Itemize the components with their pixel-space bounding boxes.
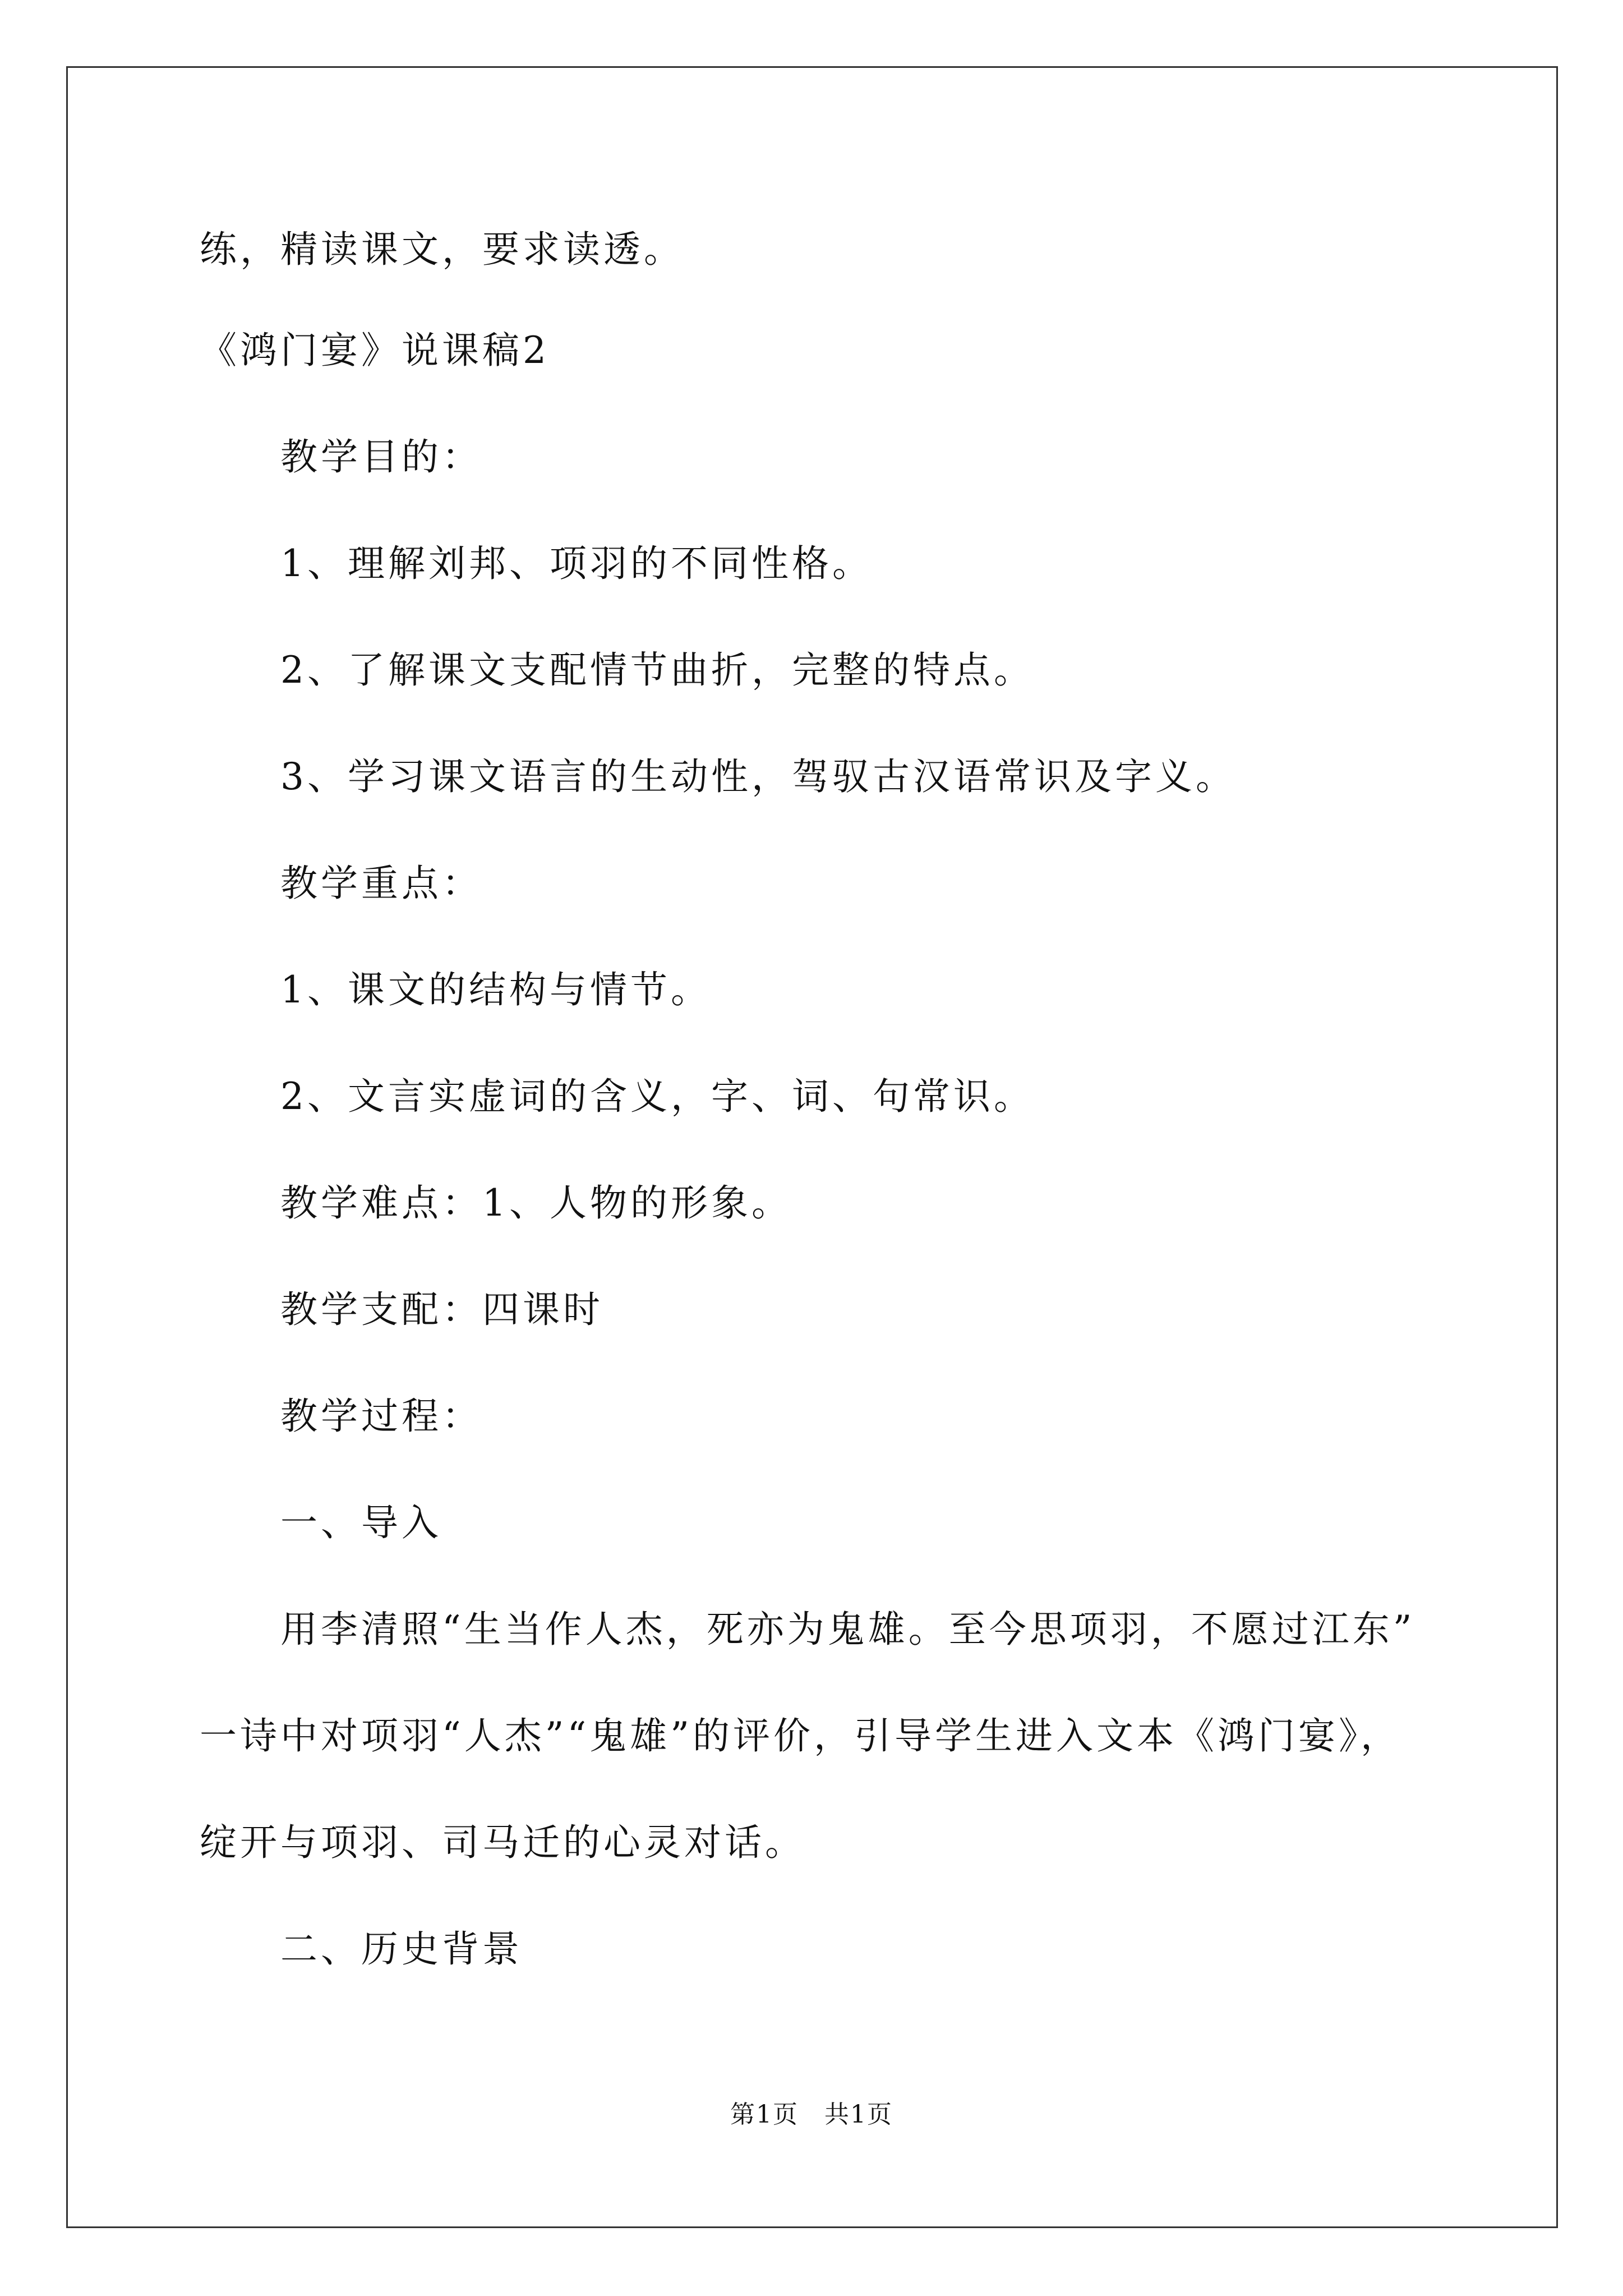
text-line: 3、学习课文语言的生动性，驾驭古汉语常识及字义。 [280, 755, 1236, 798]
text-line: 二、历史背景 [280, 1927, 523, 1971]
text-line: 教学难点：1、人物的形象。 [280, 1181, 792, 1225]
text-line: 一诗中对项羽“人杰”“鬼雄”的评价，引导学生进入文本《鸿门宴》， [200, 1714, 1401, 1757]
text-line: 一、导入 [280, 1501, 442, 1544]
text-line: 练，精读课文，要求读透。 [200, 228, 684, 271]
text-line: 2、了解课文支配情节曲折，完整的特点。 [280, 648, 1034, 692]
text-line: 用李清照“生当作人杰，死亦为鬼雄。至今思项羽，不愿过江东” [280, 1608, 1415, 1651]
text-line: 教学支配：四课时 [280, 1288, 603, 1331]
text-line: 1、理解刘邦、项羽的不同性格。 [280, 542, 873, 585]
text-line: 教学目的： [280, 435, 482, 478]
text-line: 教学重点： [280, 862, 482, 905]
section-title: 《鸿门宴》说课稿2 [200, 329, 550, 372]
text-line: 教学过程： [280, 1395, 482, 1438]
text-line: 绽开与项羽、司马迁的心灵对话。 [200, 1821, 805, 1864]
page-border [66, 66, 1558, 2228]
text-line: 2、文言实虚词的含义，字、词、句常识。 [280, 1075, 1034, 1118]
page-footer: 第1页 共1页 [730, 2100, 893, 2129]
text-line: 1、课文的结构与情节。 [280, 968, 711, 1011]
